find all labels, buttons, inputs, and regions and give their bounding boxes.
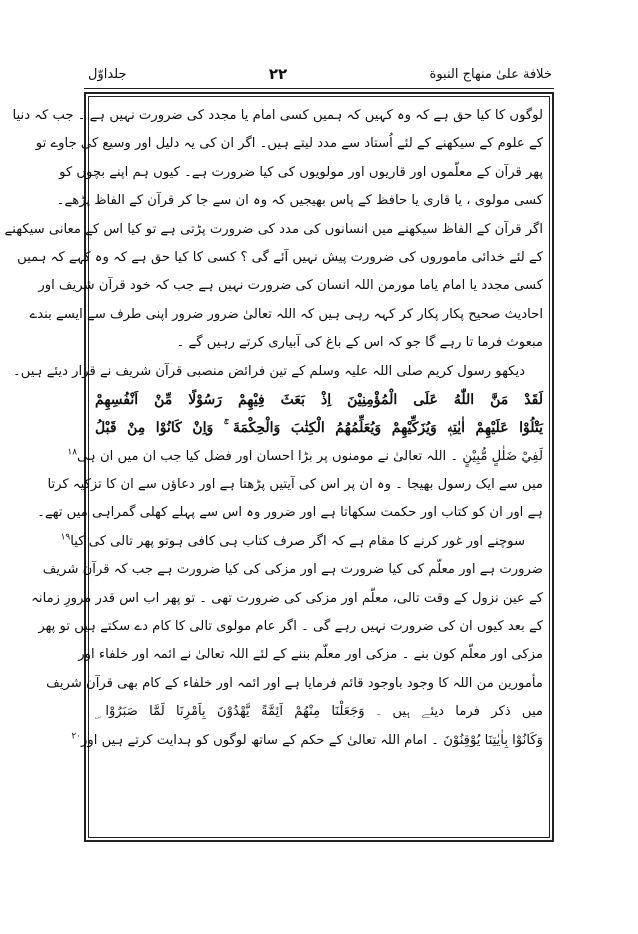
text-line: مبعوث فرما تا رہے گا جو کہ اس کے باغ کی آبیاری کرتے رہیں گے ۔ xyxy=(176,335,543,351)
verse-with-translation: وَكَانُوْا بِاٰيٰتِنَا يُوْقِنُوْنَ ۔ امام اللہ تعالیٰ کے حکم کے ساتھ لوگوں کو ہدایت کرتے ہیں اور xyxy=(81,732,543,748)
quran-verse-line: يَتْلُوْا عَلَيْهِمْ اٰيٰتِهٖ وَيُزَكِّيْهِمْ وَيُعَلِّمُهُمُ الْكِتٰبَ وَالْحِكْمَةَ ۚ وَاِنْ كَانُوْا مِنْ قَبْلُ xyxy=(95,420,543,437)
verse-with-translation: لَفِيْ ضَلٰلٍ مُّبِيْنٍ ۔ اللہ تعالیٰ نے مومنوں پر بڑا احسان اور فضل کیا جب ان میں ان ہی xyxy=(77,448,543,464)
text-line: کے عین نزول کے وقت تالی، معلّم اور مزکی کی ضرورت تھی ۔ تو پھر اب اس قدر مرورِ زمانہ xyxy=(31,590,543,606)
text-line: کے لئے خدائی ماموروں کی ضرورت پیش نہیں آئے گی ؟ کسی کا کیا حق ہے کہ وہ کہے کہ ہمیں xyxy=(17,249,543,265)
text-line: میں ذکر فرما دیئے ہیں ۔ وَجَعَلْنَا مِنْهُمْ اَئِمَّةً يَّهْدُوْنَ بِاَمْرِنَا لَمَّا صَبَرُوْا ۣ xyxy=(95,704,543,720)
text-line: دیکھو رسول کریم صلی اللہ علیہ وسلم کے تین فرائض منصبی قرآن شریف نے قرار دیئے ہیں۔ xyxy=(13,363,525,379)
text-line: کسی مولوی ، یا قاری یا حافظ کے پاس بھیجیں کہ وہ ان سے جا کر قرآن کے الفاظ پڑھے۔ xyxy=(56,193,543,209)
quran-verse-line: لَقَدْ مَنَّ اللّٰهُ عَلَى الْمُؤْمِنِيْنَ اِذْ بَعَثَ فِيْهِمْ رَسُوْلًا مِّنْ اَنْفُسِهِمْ xyxy=(95,391,543,408)
text-line: ہے اور ان کو کتاب اور حکمت سکھاتا ہے اور ضرور وہ اس سے پہلے کھلی گمراہی میں تھے۔ xyxy=(37,505,543,521)
text-line: میں سے ایک رسول بھیجا ۔ وہ ان پر اس کی آیتیں پڑھتا ہے اور دعاؤں سے ان کا تزکیہ کرتا xyxy=(47,477,543,493)
text-line: احادیث صحیح پکار پکار کر کہہ رہی ہیں کہ اللہ تعالیٰ ضرور ضرور اپنی طرف سے ایسے بندے xyxy=(29,306,543,322)
page-number: ۲۲ xyxy=(268,65,288,83)
running-header xyxy=(88,62,552,86)
text-line: ضرورت ہے اور معلّم کی کیا ضرورت ہے اور مزکی کی کیا ضرورت ہے جب کہ قرآن شریف xyxy=(42,562,543,578)
text-line: مأمورین من اللہ کا وجود باوجود قائم فرمایا ہے اور ائمہ اور خلفاء کے کام بھی قرآن شریف xyxy=(46,675,543,691)
footnote-ref: ۱۹ xyxy=(60,532,71,543)
text-line: کے بعد کیوں ان کی ضرورت نہیں رہے گی ۔ اگر عام مولوی تالی کا کام دے سکتے ہیں تو پھر xyxy=(38,619,543,635)
body-text xyxy=(4,102,543,755)
book-title: خلافة علىٰ منهاج النبوة xyxy=(429,66,552,82)
header-rule xyxy=(84,88,554,89)
line-text: سوچنے اور غور کرنے کا مقام ہے کہ اگر صرف کتاب ہی کافی ہوتو پھر تالی کی کیا xyxy=(70,533,525,549)
volume-label: جلداوّل xyxy=(88,66,127,82)
text-line xyxy=(60,528,543,556)
text-line: کے علوم کے سیکھنے کے لئے اُستاد سے مدد لیتے ہیں۔ اگر ان کی یہ دلیل اور وسیع کی جاوے تو xyxy=(35,136,543,152)
footnote-ref: ۱۸ xyxy=(67,447,78,458)
text-line: پھر قرآن کے معلّموں اور قاریوں اور مولویوں کی کیا ضرورت ہے۔ کیوں ہم اپنے بچوں کو xyxy=(59,164,543,180)
text-line: کسی مجدد یا امام یاما مورمن اللہ انسان کی ضرورت نہیں ہے جب کہ خود قرآن شریف اور xyxy=(38,278,543,294)
text-line: اگر قرآن کے الفاظ سیکھنے میں انسانوں کی مدد کی ضرورت پڑتی ہے تو کیا اس کے معانی سیکھنے xyxy=(4,221,543,237)
text-line: مزکی اور معلّم کون بنے ۔ مزکی اور معلّم بننے کے لئے اللہ تعالیٰ نے ائمہ اور خلفاء اور xyxy=(78,647,543,663)
text-line xyxy=(71,727,543,755)
text-line xyxy=(67,443,543,471)
footnote-ref: ۲۰ xyxy=(71,731,82,742)
text-line: لوگوں کا کیا حق ہے کہ وہ کہیں کہ ہمیں کسی امام یا مجدد کی ضرورت نہیں ہے ۔ جب کہ دنیا xyxy=(12,108,543,123)
